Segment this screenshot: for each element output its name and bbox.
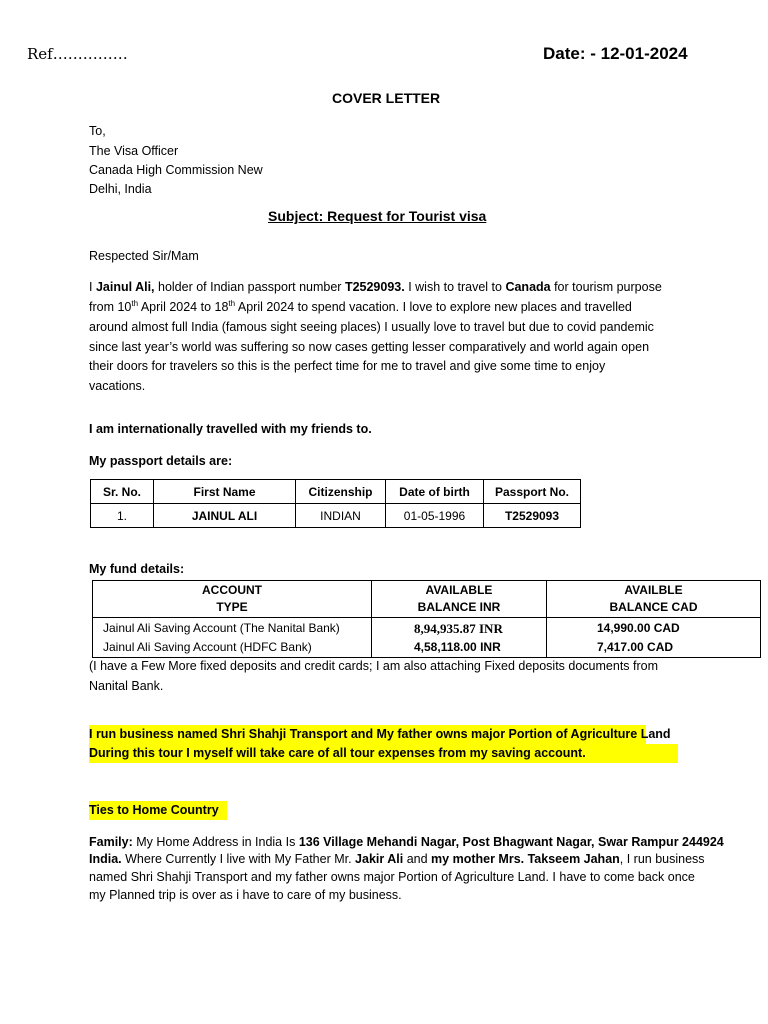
table-row (91, 504, 581, 528)
home-country: India. (89, 852, 122, 866)
intro-text: from 10 (89, 300, 132, 314)
intro-line-1 (89, 278, 662, 297)
family-line-2 (89, 850, 705, 869)
table-cell: JAINUL ALI (154, 504, 296, 528)
header-text: ACCOUNT (202, 583, 262, 597)
table-row (93, 618, 761, 658)
address-line-3: Delhi, India (89, 182, 152, 196)
table-header (93, 581, 372, 618)
table-cell: 01-05-1996 (386, 504, 484, 528)
intro-text: April 2024 to 18 (138, 300, 229, 314)
intro-text: I wish to travel to (404, 280, 506, 294)
header-text: AVAILBLE (624, 583, 683, 597)
family-text: Where Currently I live with My Father Mr. (121, 852, 356, 866)
intro-line-6: vacations. (89, 379, 146, 393)
header-text: TYPE (216, 600, 248, 614)
address-line-2: Canada High Commission New (89, 163, 263, 177)
fund-note-line-1: (I have a Few More fixed deposits and credit cards; I am also attaching Fixed deposits documents from (89, 659, 659, 673)
intro-text: April 2024 to spend vacation. I love to explore new places and travelled (235, 300, 632, 314)
intro-text: for tourism purpose (550, 280, 662, 294)
ordinal-suffix: th (131, 298, 139, 308)
mother-name: my mother Mrs. Takseem Jahan (431, 852, 620, 866)
table-header: Date of birth (386, 480, 484, 504)
table-header (547, 581, 761, 618)
address-to: To, (89, 124, 106, 138)
family-text: My Home Address in India Is (132, 835, 299, 849)
table-header: Passport No. (484, 480, 581, 504)
table-cell: T2529093 (484, 504, 581, 528)
reference-number: Ref…………… (27, 45, 128, 63)
balance-cad: 14,990.00 CAD (597, 620, 680, 635)
passport-table (90, 479, 581, 528)
intro-text: holder of Indian passport number (154, 280, 345, 294)
business-statement-2: During this tour I myself will take care of all tour expenses from my saving account. (89, 744, 678, 763)
account-name: Jainul Ali Saving Account (The Nanital Bank) (103, 620, 340, 635)
intro-line-2 (89, 298, 632, 317)
passport-number: T2529093. (344, 280, 405, 294)
ordinal-suffix: th (228, 298, 236, 308)
account-name: Jainul Ali Saving Account (HDFC Bank) (103, 639, 312, 654)
intro-line-4: since last year’s world was suffering so now cases getting lesser comparatively and world again open (89, 340, 650, 354)
header-text: AVAILABLE (425, 583, 493, 597)
home-address: 136 Village Mehandi Nagar, Post Bhagwant Nagar, Swar Rampur 244924 (298, 835, 724, 849)
business-statement-1: I run business named Shri Shahji Transport and My father owns major Portion of Agriculture Land (89, 725, 646, 744)
fund-heading: My fund details: (89, 562, 185, 576)
balance-inr: 4,58,118.00 INR (414, 639, 501, 654)
table-cell: 1. (91, 504, 154, 528)
father-name: Jakir Ali (355, 852, 404, 866)
destination-country: Canada (505, 280, 551, 294)
subject-line: Subject: Request for Tourist visa (268, 208, 487, 224)
balance-inr-cell (372, 618, 547, 658)
intro-line-3: around almost full India (famous sight seeing places) I usually love to travel but due to covid pandemic (89, 320, 654, 334)
travel-statement: I am internationally travelled with my friends to. (89, 422, 372, 436)
header-text: BALANCE CAD (609, 600, 698, 614)
table-header: Sr. No. (91, 480, 154, 504)
family-text: , I run business (619, 852, 705, 866)
ties-heading: Ties to Home Country (89, 801, 227, 820)
fund-table (92, 580, 761, 658)
balance-inr: 8,94,935.87 INR (414, 620, 503, 636)
table-header: First Name (154, 480, 296, 504)
intro-text: I (89, 280, 96, 294)
passport-heading: My passport details are: (89, 454, 233, 468)
table-header: Citizenship (296, 480, 386, 504)
family-text: and (403, 852, 432, 866)
family-line-3: named Shri Shahji Transport and my father owns major Portion of Agriculture Land. I have to come back once (89, 870, 695, 884)
fund-note-line-2: Nanital Bank. (89, 679, 164, 693)
applicant-name: Jainul Ali, (95, 280, 155, 294)
family-label: Family: (89, 835, 133, 849)
letter-date: Date: - 12-01-2024 (543, 44, 688, 63)
family-line-4: my Planned trip is over as i have to care of my business. (89, 888, 402, 902)
salutation: Respected Sir/Mam (89, 249, 199, 263)
header-text: BALANCE INR (417, 600, 501, 614)
table-header (372, 581, 547, 618)
page-title: COVER LETTER (332, 90, 441, 106)
table-cell: INDIAN (296, 504, 386, 528)
balance-cad: 7,417.00 CAD (597, 639, 674, 654)
intro-line-5: their doors for travelers so this is the perfect time for me to travel and give some time to enjoy (89, 359, 606, 373)
balance-cad-cell (547, 618, 761, 658)
account-type-cell (93, 618, 372, 658)
address-line-1: The Visa Officer (89, 144, 179, 158)
table-header-row (91, 480, 581, 504)
table-header-row (93, 581, 761, 618)
